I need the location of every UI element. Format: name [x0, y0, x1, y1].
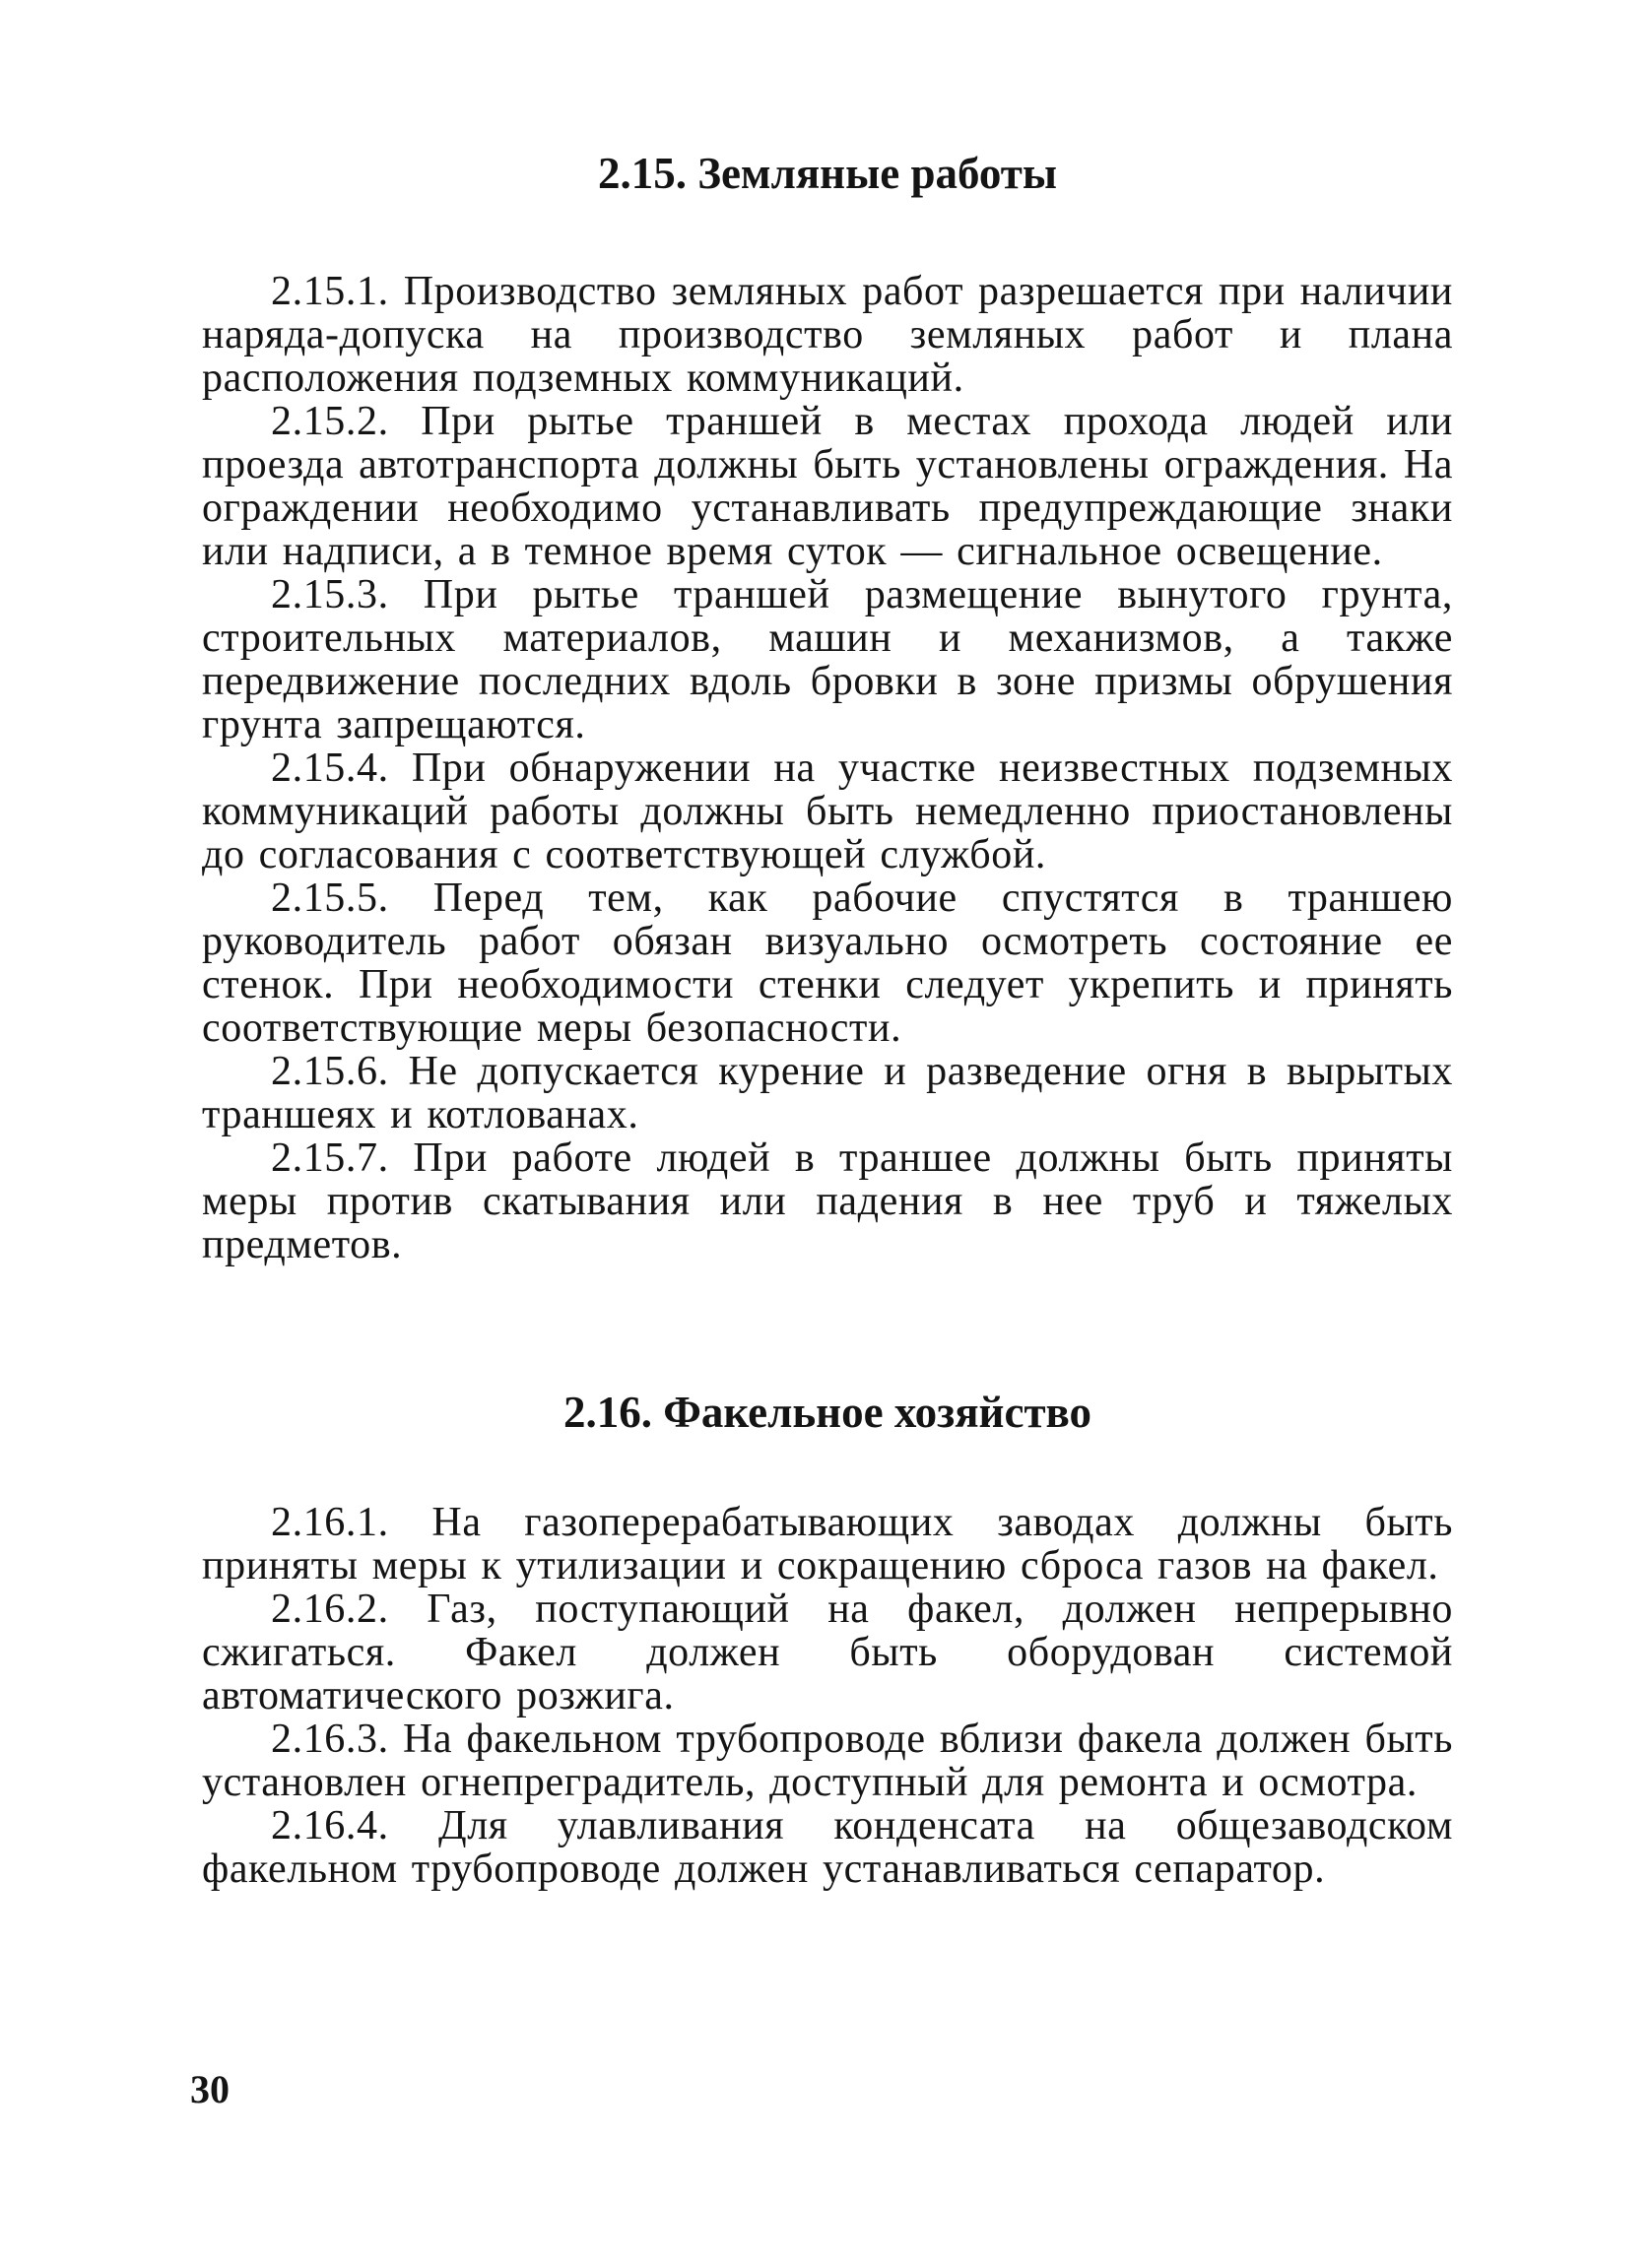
- paragraph-2-15-1: 2.15.1. Производство земляных работ разрешается при наличии наряда-допуска на производство земляных работ и плана расположения подземных коммуникаций.: [202, 269, 1453, 401]
- paragraph-2-15-4: 2.15.4. При обнаружении на участке неизвестных подземных коммуникаций работы должны быть немедленно приостановлены до согласования с соответствующей службой.: [202, 745, 1453, 877]
- paragraph-2-15-6: 2.15.6. Не допускается курение и разведение огня в вырытых траншеях и котлованах.: [202, 1049, 1453, 1137]
- paragraph-2-15-7: 2.15.7. При работе людей в траншее должны быть приняты меры против скатывания или падения в нее труб и тяжелых предметов.: [202, 1135, 1453, 1267]
- page-number: 30: [190, 2067, 230, 2111]
- paragraph-2-15-5: 2.15.5. Перед тем, как рабочие спустятся в траншею руководитель работ обязан визуально осмотреть состояние ее стенок. При необходимости стенки следует укрепить и принять соответствующие меры безопасности.: [202, 875, 1453, 1051]
- document-page: [202, 128, 1453, 1891]
- paragraph-2-15-3: 2.15.3. При рытье траншей размещение вынутого грунта, строительных материалов, машин и механизмов, а также передвижение последних вдоль бровки в зоне призмы обрушения грунта запрещаются.: [202, 572, 1453, 747]
- paragraph-2-16-3: 2.16.3. На факельном трубопроводе вблизи факела должен быть установлен огнепреградитель, доступный для ремонта и осмотра.: [202, 1717, 1453, 1805]
- paragraph-2-16-1: 2.16.1. На газоперерабатывающих заводах должны быть приняты меры к утилизации и сокращению сброса газов на факел.: [202, 1500, 1453, 1588]
- section-title-flare-facility: 2.16. Факельное хозяйство: [562, 1388, 1092, 1437]
- paragraph-2-15-2: 2.15.2. При рытье траншей в местах прохода людей или проезда автотранспорта должны быть установлены ограждения. На ограждении необходимо устанавливать предупреждающие знаки или надписи, а в темное время суток — сигнальное освещение.: [202, 399, 1453, 574]
- paragraph-2-16-2: 2.16.2. Газ, поступающий на факел, должен непрерывно сжигаться. Факел должен быть оборудован системой автоматического розжига.: [202, 1587, 1453, 1718]
- section-title-earthworks: 2.15. Земляные работы: [597, 149, 1058, 198]
- paragraph-2-16-4: 2.16.4. Для улавливания конденсата на общезаводском факельном трубопроводе должен устанавливаться сепаратор.: [202, 1803, 1453, 1892]
